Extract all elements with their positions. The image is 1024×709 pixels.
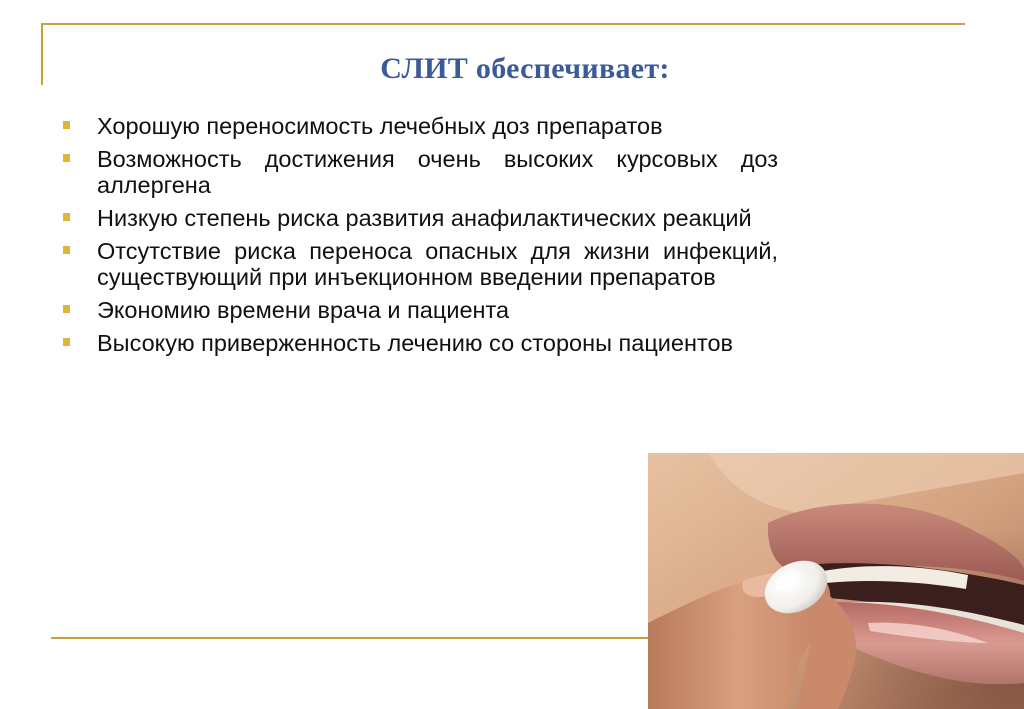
- bullet-square-icon: [63, 305, 70, 313]
- slide-title: СЛИТ обеспечивает:: [380, 52, 670, 85]
- bullet-text: Низкую степень риска развития анафилактических реакций: [97, 205, 752, 231]
- bullet-item: [60, 297, 778, 323]
- bullet-square-icon: [63, 121, 70, 129]
- top-rule: [41, 23, 965, 25]
- bullet-item: [60, 330, 778, 356]
- bullet-list: [60, 113, 778, 363]
- bottom-rule: [51, 637, 648, 639]
- mouth-pill-photo: [648, 453, 1024, 709]
- bullet-text: Отсутствие риска переноса опасных для жизни инфекций, существующий при инъекционном введении препаратов: [97, 238, 778, 290]
- bullet-square-icon: [63, 154, 70, 162]
- bullet-square-icon: [63, 338, 70, 346]
- bullet-text: Экономию времени врача и пациента: [97, 297, 510, 323]
- mouth-pill-illustration: [648, 453, 1024, 709]
- bullet-text: Хорошую переносимость лечебных доз препаратов: [97, 113, 663, 139]
- bullet-item: [60, 113, 778, 139]
- bullet-item: [60, 205, 778, 231]
- bullet-item: [60, 146, 778, 198]
- bullet-text: Высокую приверженность лечению со стороны пациентов: [97, 330, 734, 356]
- bullet-text: Возможность достижения очень высоких курсовых доз аллергена: [97, 146, 778, 198]
- bullet-square-icon: [63, 246, 70, 254]
- bullet-square-icon: [63, 213, 70, 221]
- bullet-item: [60, 238, 778, 290]
